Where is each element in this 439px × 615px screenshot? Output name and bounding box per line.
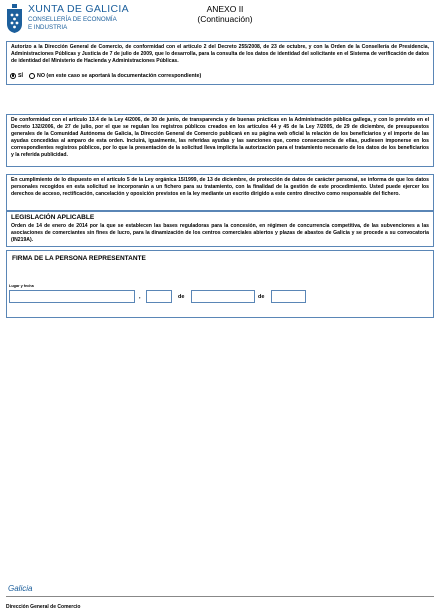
org-name: XUNTA DE GALICIA	[28, 3, 129, 15]
legislation-box	[6, 211, 434, 247]
xunta-shield-icon	[5, 4, 24, 34]
year-field[interactable]	[271, 290, 306, 303]
footer-department: Dirección General de Comercio	[6, 604, 81, 610]
galicia-logo: Galicia	[8, 584, 33, 593]
annex-subtitle: (Continuación)	[197, 14, 253, 24]
de-separator-2: de	[258, 294, 265, 300]
transparency-text: De conformidad con el artículo 13.4 de la Ley 4/2006, de 30 de junio, de transparencia y de buenas prácticas en la Administración pública gallega, y con lo previsto en el Decreto 132/2006, de 27 de julio, por el que se regulan los registros públicos creados en los artículos 44 y 45 de la Ley 7/2005, de 29 de diciembre, de presupuestos generales de la Comunidad Autónoma de Galicia, la Dirección General de Comercio publicará en su página web oficial la relación de los beneficiarios y el importe de las ayudas concedidas al amparo de esta orden. Incluirá, igualmente, las referidas ayudas y las sanciones que, como consecuencia de ellas, pudiesen imponerse en los correspondientes registros públicos, por lo que la presentación de la solicitud lleva implícita la autorización para el tratamiento necesario de los datos de los beneficiarios y la referida publicidad.	[11, 117, 429, 159]
consent-yes-radio[interactable]	[10, 73, 16, 79]
consent-yes-label: SÍ	[18, 72, 24, 79]
transparency-box	[6, 114, 434, 167]
footer-divider	[6, 596, 434, 597]
signature-title: FIRMA DE LA PERSONA REPRESENTANTE	[12, 255, 146, 262]
privacy-text: En cumplimiento de lo dispuesto en el artículo 5 de la Ley orgánica 15/1999, de 13 de diciembre, de protección de datos de carácter personal, se informa de que los datos personales recogidos en esta solicitud se incorporarán a un fichero para su tratamiento, con la finalidad de la gestión de este procedimiento. Usted puede ejercer los derechos de acceso, rectificación, cancelación y oposición previstos en la ley mediante un escrito dirigido a este centro directivo como responsable del fichero.	[11, 177, 429, 198]
legislation-title: LEGISLACIÓN APLICABLE	[11, 214, 95, 221]
consent-text: Autorizo a la Dirección General de Comercio, de conformidad con el artículo 2 del Decreto 255/2008, de 23 de octubre, y con la Orden de la Consellería de Presidencia, Administraciones Públicas y Justicia de 7 de julio de 2009, que lo desarrolla, para la consulta de los datos de identidad del solicitante en el Sistema de verificación de datos de identidad del Ministerio de Hacienda y Administraciones Públicas.	[11, 44, 429, 65]
day-field[interactable]	[146, 290, 172, 303]
consent-no-label: NO (en este caso se aportará la documentación correspondiente)	[37, 72, 202, 79]
month-field[interactable]	[191, 290, 255, 303]
de-separator-1: de	[178, 294, 185, 300]
department-name	[28, 16, 148, 32]
privacy-box	[6, 174, 434, 211]
department-line-1: CONSELLERÍA DE ECONOMÍA	[28, 16, 117, 23]
legislation-text: Orden de 14 de enero de 2014 por la que se establecen las bases reguladoras para la concesión, en régimen de concurrencia competitiva, de las subvenciones a las asociaciones de comerciantes sin fines de lucro, para la dinamización de los centros comerciales abiertos y plazas de abastos de Galicia y se procede a su convocatoria (IN219A).	[11, 223, 429, 244]
consent-options	[10, 71, 410, 80]
place-field[interactable]	[9, 290, 135, 303]
comma-separator: ,	[139, 294, 141, 300]
annex-heading	[160, 4, 290, 24]
annex-title: ANEXO II	[206, 4, 244, 14]
place-date-label: Lugar y fecha	[9, 284, 34, 288]
consent-no-radio[interactable]	[29, 73, 35, 79]
department-line-2: E INDUSTRIA	[28, 24, 68, 31]
radio-selected-dot	[12, 74, 15, 77]
